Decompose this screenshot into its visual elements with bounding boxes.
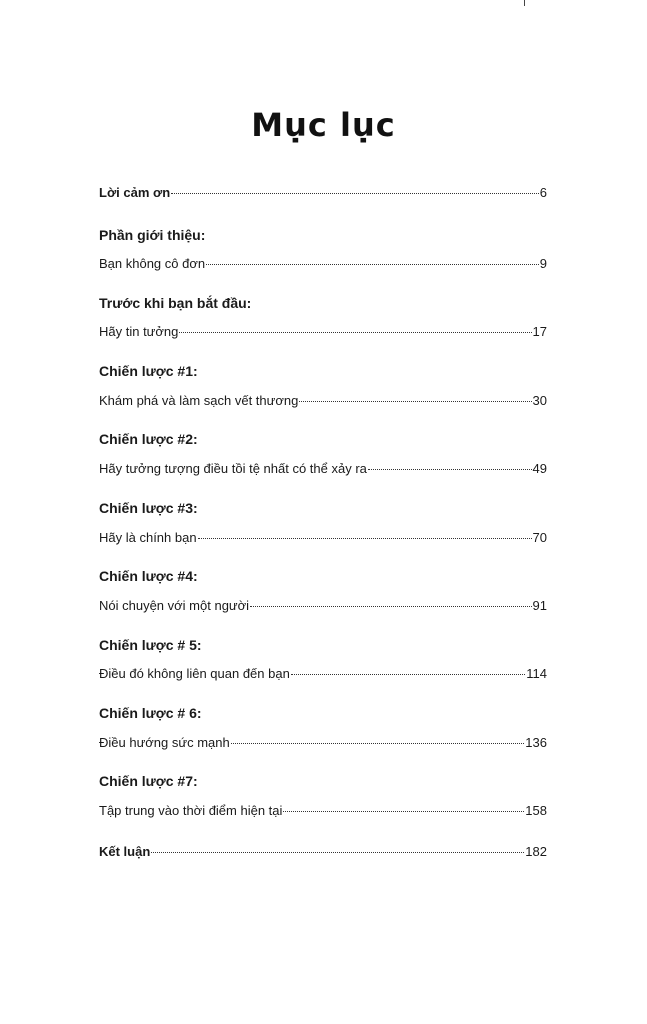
toc-leader-dots [368, 469, 532, 470]
toc-entry-strategy-3[interactable] [99, 529, 547, 547]
toc-section-heading: Phần giới thiệu: [99, 227, 206, 243]
toc-entry-page: 9 [539, 256, 547, 271]
toc-leader-dots [198, 538, 532, 539]
toc-section-heading: Chiến lược #4: [99, 568, 198, 584]
toc-entry-page: 6 [539, 185, 547, 200]
toc-leader-dots [299, 401, 531, 402]
toc-section-heading: Chiến lược #2: [99, 431, 198, 447]
toc-section-heading: Trước khi bạn bắt đầu: [99, 295, 252, 311]
toc-entry-label: Điều đó không liên quan đến bạn [99, 666, 290, 681]
toc-leader-dots [179, 332, 531, 333]
toc-leader-dots [283, 811, 524, 812]
toc-entry-before-you-begin[interactable] [99, 323, 547, 341]
toc-section-heading: Chiến lược #3: [99, 500, 198, 516]
toc-section-heading: Chiến lược #7: [99, 773, 198, 789]
toc-entry-page: 49 [532, 461, 547, 476]
toc-entry-label: Hãy tin tưởng [99, 324, 179, 339]
toc-entry-strategy-4[interactable] [99, 597, 547, 615]
toc-entry-label: Lời cảm ơn [99, 185, 171, 200]
toc-section-heading: Chiến lược #1: [99, 363, 198, 379]
toc-entry-acknowledgements[interactable] [99, 184, 547, 202]
toc-leader-dots [151, 852, 524, 853]
toc-entry-label: Tập trung vào thời điểm hiện tại [99, 803, 283, 818]
toc-entry-introduction[interactable] [99, 255, 547, 273]
toc-entry-strategy-5[interactable] [99, 665, 547, 683]
toc-entry-page: 136 [525, 735, 547, 750]
toc-entry-label: Hãy là chính bạn [99, 530, 197, 545]
toc-entry-strategy-6[interactable] [99, 734, 547, 752]
toc-entry-page: 158 [525, 803, 547, 818]
toc-entry-label: Nói chuyện với một người [99, 598, 250, 613]
toc-leader-dots [206, 264, 539, 265]
toc-leader-dots [250, 606, 531, 607]
toc-entry-conclusion[interactable] [99, 843, 547, 861]
toc-entry-strategy-2[interactable] [99, 460, 547, 478]
toc-entry-label: Kết luận [99, 844, 151, 859]
toc-leader-dots [171, 193, 539, 194]
toc-entry-label: Hãy tưởng tượng điều tồi tệ nhất có thể xảy ra [99, 461, 367, 476]
page-corner-mark [524, 0, 525, 6]
toc-leader-dots [291, 674, 525, 675]
toc-entry-label: Điều hướng sức mạnh [99, 735, 230, 750]
toc-entry-page: 91 [532, 598, 547, 613]
toc-entry-strategy-1[interactable] [99, 392, 547, 410]
page-title: Mục lục [251, 106, 396, 144]
toc-entry-page: 70 [532, 530, 547, 545]
toc-entry-page: 30 [532, 393, 547, 408]
toc-entry-page: 114 [526, 666, 547, 681]
toc-entry-strategy-7[interactable] [99, 802, 547, 820]
toc-entry-page: 182 [525, 844, 547, 859]
toc-section-heading: Chiến lược # 5: [99, 637, 202, 653]
toc-entry-page: 17 [532, 324, 547, 339]
toc-entry-label: Khám phá và làm sạch vết thương [99, 393, 299, 408]
toc-leader-dots [231, 743, 525, 744]
toc-entry-label: Bạn không cô đơn [99, 256, 206, 271]
toc-section-heading: Chiến lược # 6: [99, 705, 202, 721]
